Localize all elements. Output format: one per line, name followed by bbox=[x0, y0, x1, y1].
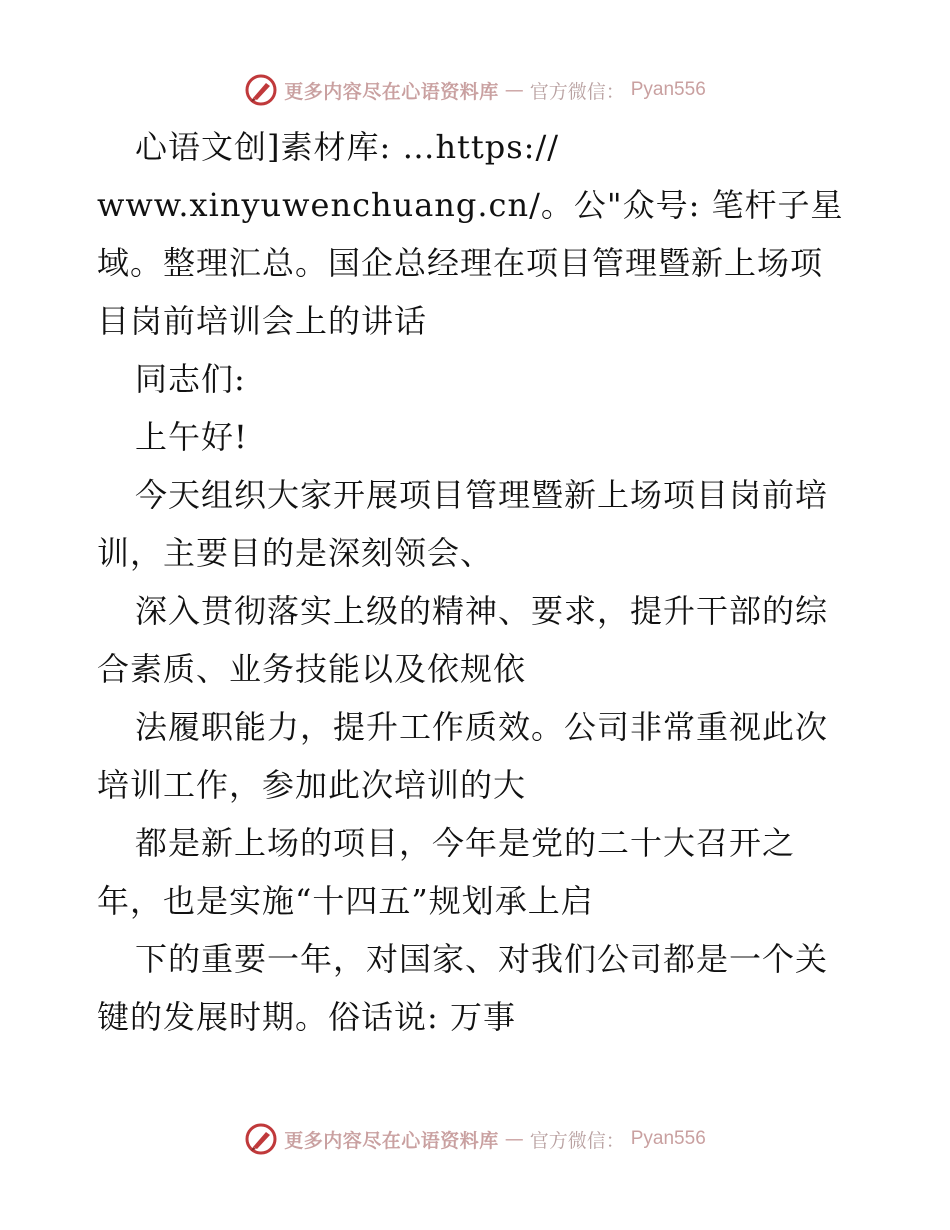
text-line: 上午好! bbox=[135, 418, 248, 456]
watermark-wechat-id: Pyan556 bbox=[630, 1128, 706, 1149]
text-line: 法履职能力，提升工作质效。公司非常重视此次 bbox=[135, 708, 829, 746]
watermark-label: 官方微信： bbox=[529, 80, 625, 103]
text-line: 培训工作，参加此次培训的大 bbox=[97, 766, 527, 804]
watermark-label: 官方微信： bbox=[529, 1129, 625, 1152]
footer-watermark bbox=[0, 1117, 950, 1161]
pen-logo-icon bbox=[244, 1122, 278, 1156]
watermark-separator: — bbox=[504, 79, 524, 101]
text-line: 深入贯彻落实上级的精神、要求，提升干部的综 bbox=[135, 592, 829, 630]
text-line: 合素质、业务技能以及依规依 bbox=[97, 650, 527, 688]
watermark-wechat-id: Pyan556 bbox=[630, 79, 706, 100]
text-line: 年，也是实施“十四五”规划承上启 bbox=[97, 882, 594, 920]
text-line: 下的重要一年，对国家、对我们公司都是一个关 bbox=[135, 940, 829, 978]
text-line: 今天组织大家开展项目管理暨新上场项目岗前培 bbox=[135, 476, 829, 514]
text-line: 心语文创]素材库: …https:// bbox=[135, 128, 560, 166]
watermark-separator: — bbox=[504, 1128, 524, 1150]
watermark-main-text: 更多内容尽在心语资料库 bbox=[284, 1129, 499, 1152]
text-line: www.xinyuwenchuang.cn/。公"众号: 笔杆子星 bbox=[97, 186, 844, 224]
text-line: 同志们: bbox=[135, 360, 246, 398]
text-line: 目岗前培训会上的讲话 bbox=[97, 302, 428, 340]
document-body bbox=[97, 118, 857, 1046]
header-watermark bbox=[0, 68, 950, 112]
text-line: 域。整理汇总。国企总经理在项目管理暨新上场项 bbox=[97, 244, 824, 282]
pen-logo-icon bbox=[244, 73, 278, 107]
text-line: 都是新上场的项目，今年是党的二十大召开之 bbox=[135, 824, 796, 862]
text-line: 键的发展时期。俗话说: 万事 bbox=[97, 998, 516, 1036]
text-line: 训，主要目的是深刻领会、 bbox=[97, 534, 494, 572]
watermark-main-text: 更多内容尽在心语资料库 bbox=[284, 80, 499, 103]
